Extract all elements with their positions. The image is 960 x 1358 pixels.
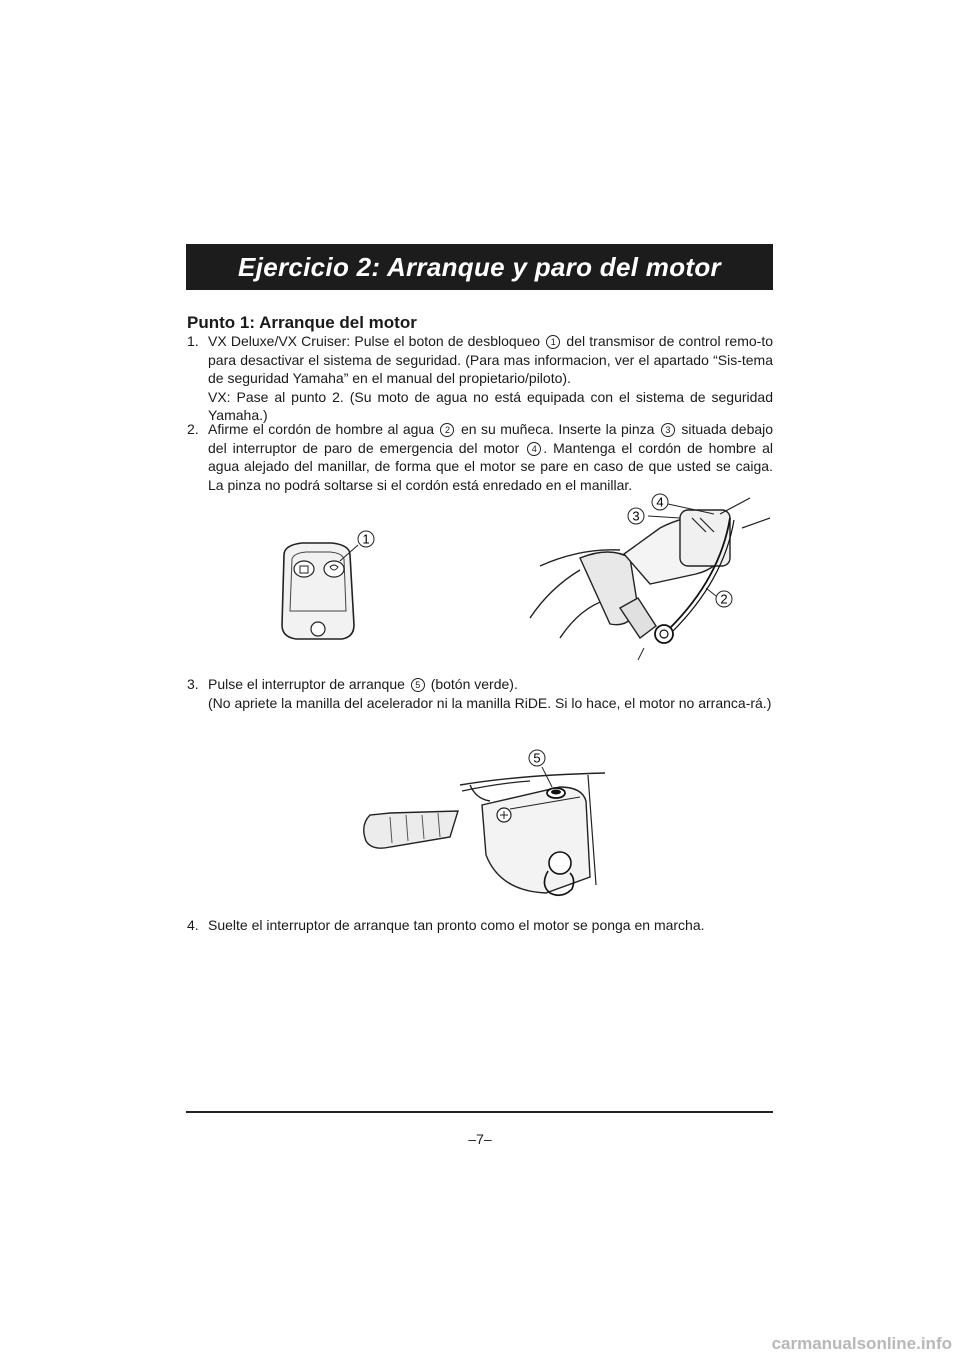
callout-circle: 2 (440, 423, 454, 437)
step-paragraph: Afirme el cordón de hombre al agua 2 en su muñeca. Inserte la pinza 3 situada debajo del interruptor de paro de emergencia del motor 4 . Mantenga el cordón de hombre al agua alejado del manillar, de forma que el motor se pare en caso de que usted se caiga. La pinza no podrá soltarse si el cordón está enredado en el manillar. (208, 421, 774, 493)
step-paragraph: VX Deluxe/VX Cruiser: Pulse el boton de desbloqueo 1 del transmisor de control remo-to para desactivar el sistema de seguridad. (Para mas informacion, ver el apartado “Sis-tema de seguridad Yamaha” en el manual del propietario/piloto). (208, 333, 773, 387)
chapter-banner (186, 244, 773, 290)
step-number: 1. (187, 333, 199, 349)
watermark: carmanualsonline.info (771, 1334, 952, 1353)
callout-circle: 3 (661, 423, 675, 437)
step-paragraph: VX: Pase al punto 2. (Su moto de agua no está equipada con el sistema de seguridad Yamaha.) (208, 388, 773, 424)
callout-label: 5 (533, 750, 541, 766)
step-4 (187, 916, 773, 935)
step-paragraph: (No apriete la manilla del acelerador ni la manilla RiDE. Si lo hace, el motor no arranca-rá.) (208, 694, 772, 711)
page-number: –7– (468, 1131, 492, 1147)
callout-circle: 5 (411, 678, 425, 692)
step-paragraph: Suelte el interruptor de arranque tan pronto como el motor se ponga en marcha. (208, 917, 705, 933)
callout-circle: 4 (527, 442, 541, 456)
remote-transmitter-figure (262, 525, 382, 655)
chapter-title: Ejercicio 2: Arranque y paro del motor (238, 251, 721, 282)
callout-label: 3 (632, 508, 640, 524)
step-2 (187, 420, 773, 494)
step-number: 2. (187, 421, 199, 437)
section-title: Punto 1: Arranque del motor (187, 313, 417, 332)
step-1 (187, 332, 773, 425)
handlebar-lanyard-figure (520, 488, 780, 668)
callout-label: 4 (656, 494, 664, 510)
step-paragraph: Pulse el interruptor de arranque 5 (botón verde). (208, 676, 518, 692)
start-switch-figure (350, 745, 615, 900)
step-number: 4. (187, 917, 199, 933)
step-number: 3. (187, 676, 199, 692)
callout-circle: 1 (546, 335, 560, 349)
footer-rule (186, 1111, 773, 1113)
callout-label: 1 (362, 531, 370, 547)
callout-label: 2 (720, 591, 728, 607)
step-3 (187, 675, 773, 712)
